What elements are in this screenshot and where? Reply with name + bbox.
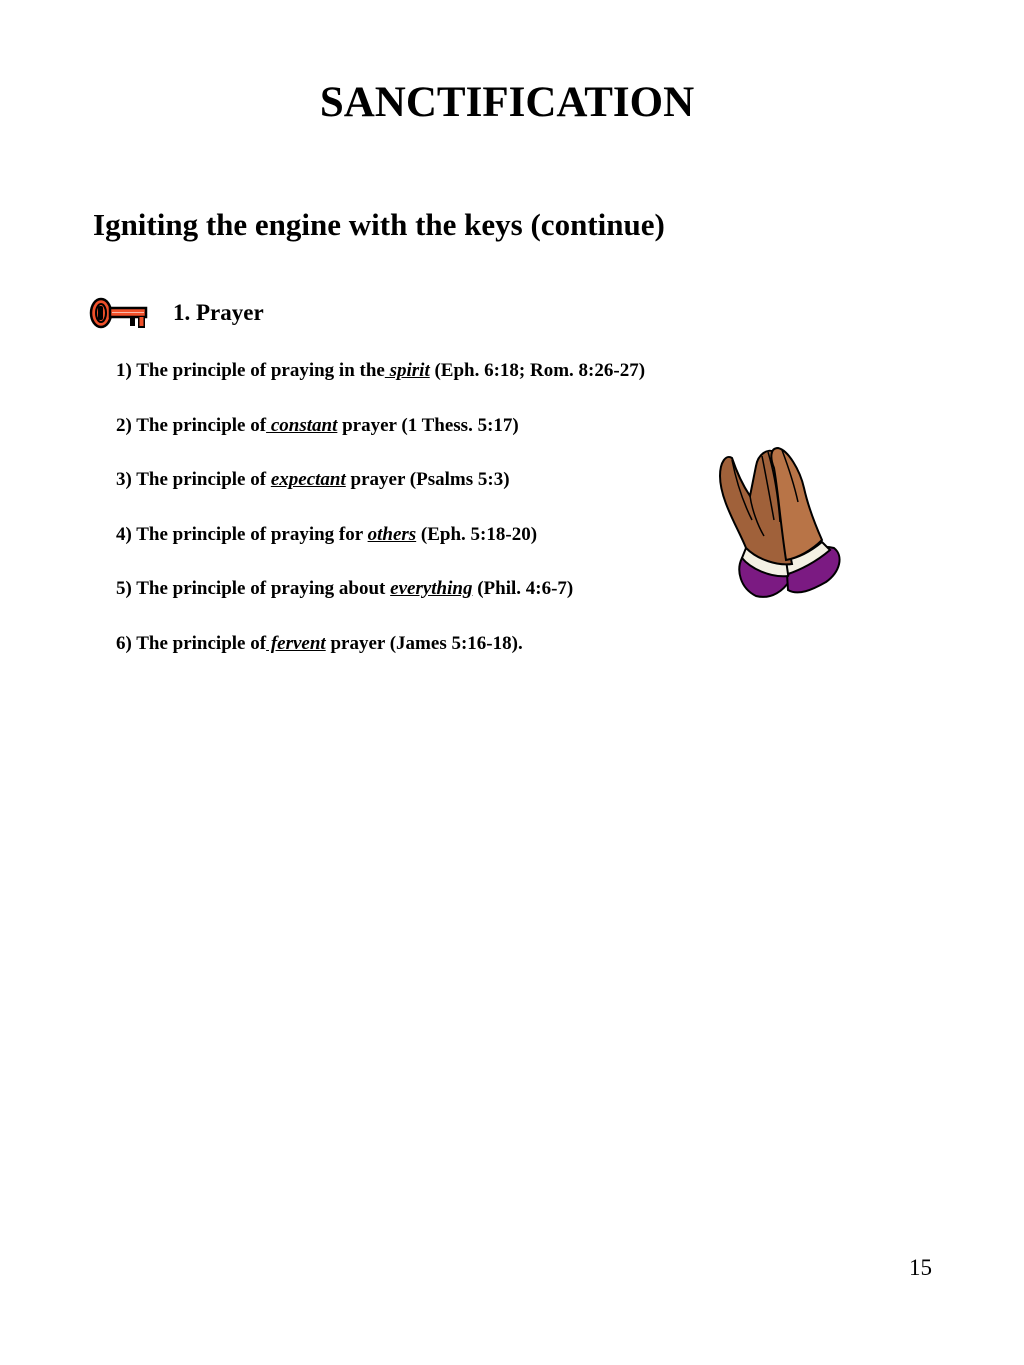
principle-item (116, 631, 523, 657)
principle-keyword: expectant (270, 469, 346, 490)
principle-suffix: (Eph. 6:18; Rom. 8:26-27) (429, 360, 646, 381)
principle-prefix: 6) The principle of (116, 633, 267, 654)
subheading-prayer: 1. Prayer (173, 300, 264, 325)
principle-suffix: prayer (Psalms 5:3) (345, 469, 510, 490)
principle-keyword: others (367, 524, 417, 545)
page-number: 15 (909, 1255, 932, 1280)
key-icon (88, 294, 150, 332)
principle-item (116, 522, 537, 548)
principle-keyword: constant (266, 415, 338, 436)
principle-suffix: prayer (1 Thess. 5:17) (337, 415, 519, 436)
principle-prefix: 3) The principle of (116, 469, 271, 490)
principle-prefix: 4) The principle of praying for (116, 524, 368, 545)
principle-suffix: (Eph. 5:18-20) (416, 524, 538, 545)
section-heading: Igniting the engine with the keys (continue) (93, 207, 665, 242)
page-title: SANCTIFICATION (319, 79, 695, 126)
principle-prefix: 5) The principle of praying about (116, 578, 391, 599)
principle-item (116, 576, 573, 602)
principle-keyword: everything (390, 578, 473, 599)
principle-prefix: 2) The principle of (116, 415, 267, 436)
principle-item (116, 467, 510, 493)
principle-item (116, 358, 645, 384)
principle-suffix: prayer (James 5:16-18). (325, 633, 523, 654)
principle-prefix: 1) The principle of praying in the (116, 360, 385, 381)
principle-keyword: spirit (384, 360, 430, 381)
praying-hands-icon (712, 440, 846, 604)
principle-keyword: fervent (266, 633, 326, 654)
principle-suffix: (Phil. 4:6-7) (472, 578, 574, 599)
principle-item (116, 413, 519, 439)
